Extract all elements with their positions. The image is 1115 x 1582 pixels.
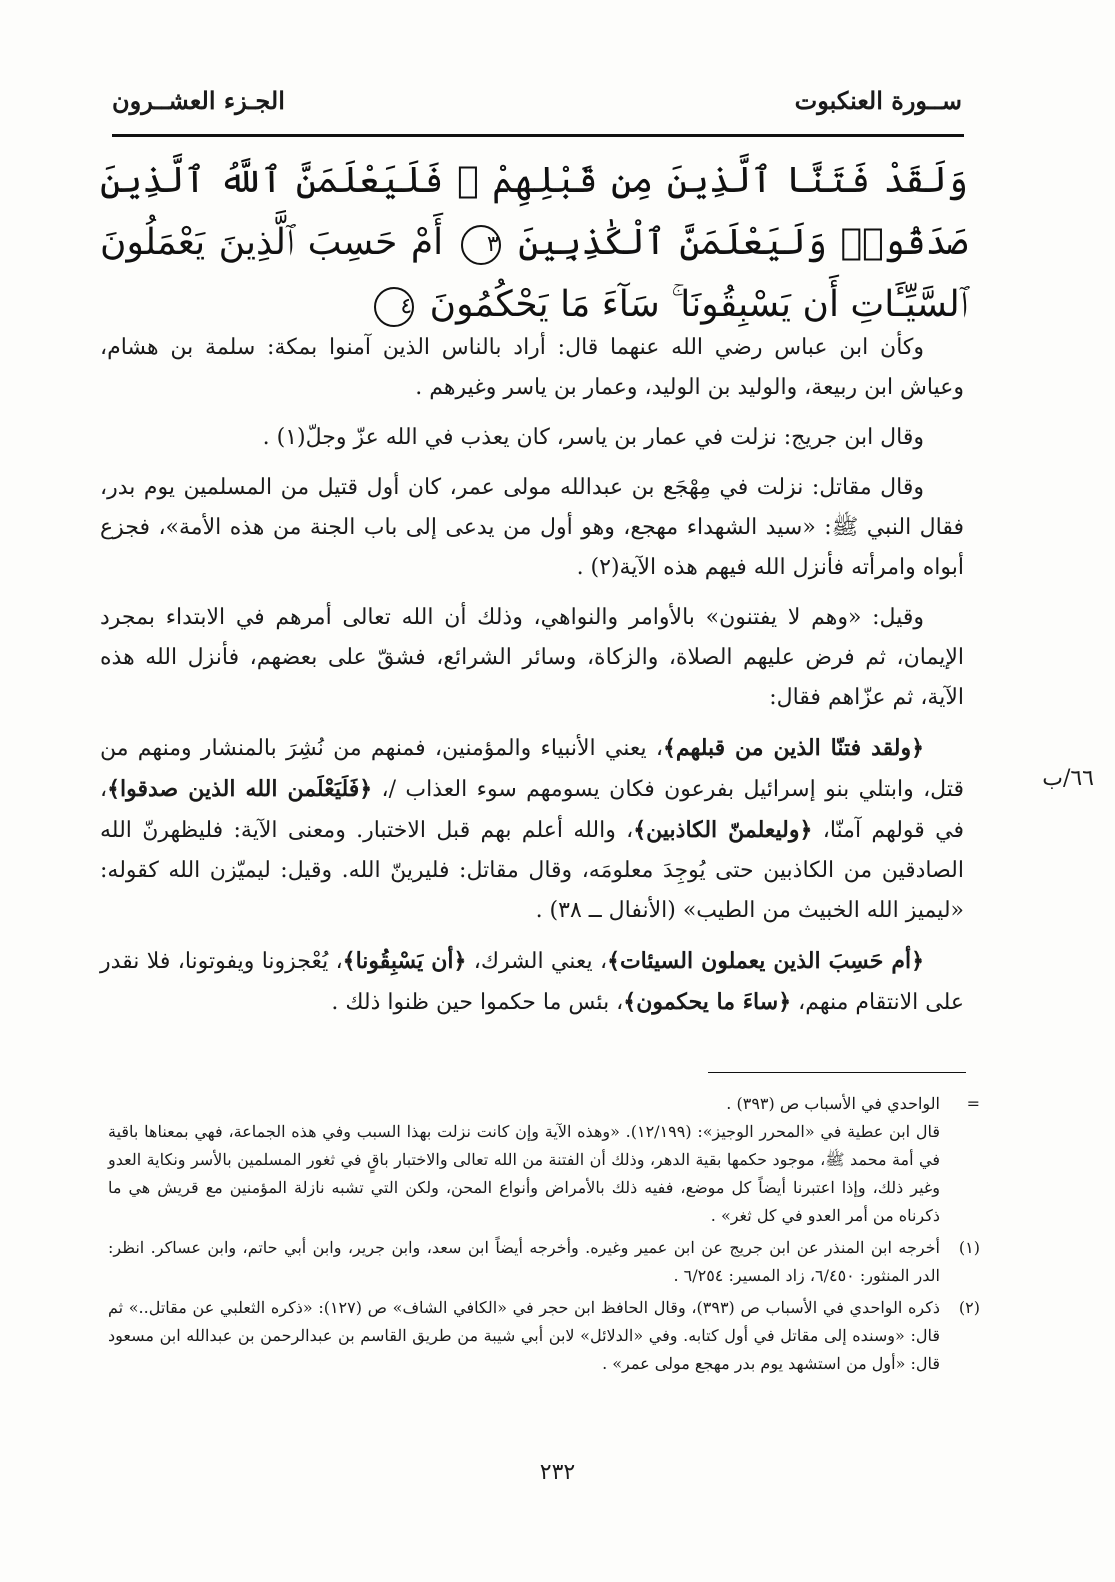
footnote-mark: (١) bbox=[958, 1238, 980, 1257]
quran-quote: ﴿فَلَيَعْلَمن الله الذين صدقوا﴾ bbox=[107, 776, 373, 802]
commentary: ، يُعْجزونا ويفوتونا، فلا نقدر على الانتقام منهم، bbox=[100, 949, 964, 1015]
ayah-number-marker: ٣ bbox=[461, 225, 501, 265]
footnote-line: الواحدي في الأسباب ص (٣٩٣) . bbox=[726, 1094, 940, 1113]
footnote-mark: (٢) bbox=[958, 1298, 980, 1317]
commentary: ، يعني الأنبياء والمؤمنين، فمنهم من نُشِرَ بالمنشار ومنهم من قتل، وابتلي بنو إسرائيل بفرعون فكان يسومهم سوء العذاب /، bbox=[100, 736, 964, 802]
header-rule bbox=[112, 134, 964, 137]
quran-quote: ﴿ساءَ ما يحكمون﴾ bbox=[623, 989, 792, 1015]
running-header bbox=[112, 86, 962, 126]
footnote-text: ذكره الواحدي في الأسباب ص (٣٩٣)، وقال الحافظ ابن حجر في «الكافي الشاف» ص (١٢٧): «ذكره الثعلبي عن مقاتل..» ثم قال: «وسنده إلى مقاتل في أول كتابه. وفي «الدلائل» لابن أبي شيبة من طريق القاسم بن عبدالرحمن بن عبدالله ابن مسعود قال: «أول من استشهد يوم بدر مهجع مولى عمر» . bbox=[108, 1298, 940, 1373]
paragraph bbox=[100, 728, 964, 931]
tafsir-body bbox=[100, 328, 964, 1033]
quran-quote: ﴿ولقد فتنّا الذين من قبلهم﴾ bbox=[663, 735, 925, 761]
commentary: ، بئس ما حكموا حين ظنوا ذلك . bbox=[331, 990, 624, 1015]
footnotes bbox=[100, 1090, 980, 1382]
juz-title: الجـزء العشــرون bbox=[112, 86, 285, 115]
quran-verses bbox=[100, 150, 968, 336]
footnote-text bbox=[100, 1090, 940, 1230]
footnote-1 bbox=[100, 1234, 980, 1290]
footnote-continuation bbox=[100, 1090, 980, 1230]
quran-quote: ﴿أم حَسِبَ الذين يعملون السيئات﴾ bbox=[607, 948, 925, 974]
paragraph: وقيل: «وهم لا يفتنون» بالأوامر والنواهي، وذلك أن الله تعالى أمرهم في الابتداء بمجرد الإيمان، ثم فرض عليهم الصلاة، والزكاة، وسائر الشرائع، فشقّ على بعضهم، فأنزل الله هذه الآية، ثم عزّاهم فقال: bbox=[100, 605, 964, 710]
footnote-2 bbox=[100, 1294, 980, 1378]
paragraph: وقال مقاتل: نزلت في مِهْجَع بن عبدالله مولى عمر، كان أول قتيل من المسلمين يوم بدر، فقال النبي ﷺ: «سيد الشهداء مهجع، وهو أول من يدعى إلى باب الجنة من هذه الأمة»، فجزع أبواه وامرأته فأنزل الله فيهم هذه الآية(٢) . bbox=[100, 475, 964, 580]
ayah-number-marker: ٤ bbox=[374, 287, 414, 327]
paragraph: وقال ابن جريج: نزلت في عمار بن ياسر، كان يعذب في الله عزّ وجلّ(١) . bbox=[262, 425, 924, 450]
footnote-rule bbox=[708, 1072, 966, 1073]
commentary: ، في قولهم آمنّا، bbox=[100, 777, 964, 843]
verse-3-text: وَلَقَدْ فَتَنَّا ٱلَّذِينَ مِن قَبْلِهِمْ ۖ فَلَيَعْلَمَنَّ ٱللَّهُ ٱلَّذِينَ صَدَقُوا۟ وَلَيَعْلَمَنَّ ٱلْكَٰذِبِينَ bbox=[100, 160, 968, 263]
footnote-mark: = bbox=[966, 1094, 980, 1113]
commentary: ، يعني الشرك، bbox=[466, 949, 608, 974]
paragraph: وكأن ابن عباس رضي الله عنهما قال: أراد بالناس الذين آمنوا بمكة: سلمة بن هشام، وعياش ابن ربيعة، والوليد بن الوليد، وعمار بن ياسر وغيرهم . bbox=[100, 335, 964, 400]
verse-4-text: حَسِبَ ٱلَّذِينَ يَعْمَلُونَ ٱلسَّيِّـَٔاتِ أَن يَسْبِقُونَا ۚ سَآءَ مَا يَحْكُمُونَ bbox=[100, 222, 968, 325]
paragraph bbox=[100, 941, 964, 1023]
footnote-text: أخرجه ابن المنذر عن ابن جريج عن ابن عمير وغيره. وأخرجه أيضاً ابن سعد، وابن جرير، وابن أبي حاتم، وابن عساكر. انظر: الدر المنثور: ٦/٤٥٠، زاد المسير: ٦/٢٥٤ . bbox=[108, 1238, 940, 1285]
verse-4-start: أَمْ bbox=[410, 222, 444, 263]
commentary: ، والله أعلم بهم قبل الاختبار. ومعنى الآية: فليظهرنّ الله الصادقين من الكاذبين حتى يُوجِدَ معلومَه، وقال مقاتل: فليرينّ الله. وقيل: ليميّزن الله كقوله: «ليميز الله الخبيث من الطيب» (الأنفال ــ ٣٨) . bbox=[100, 818, 964, 923]
quran-quote: ﴿وليعلمنّ الكاذبين﴾ bbox=[633, 817, 813, 843]
quran-quote: ﴿أن يَسْبِقُونا﴾ bbox=[342, 948, 467, 974]
page-number: ٢٣٢ bbox=[539, 1460, 576, 1485]
manuscript-folio-note: ٦٦/ب bbox=[1042, 766, 1094, 791]
surah-title: ســورة العنكبوت bbox=[794, 86, 962, 115]
footnote-line: قال ابن عطية في «المحرر الوجيز»: (١٢/١٩٩). «وهذه الآية وإن كانت نزلت بهذا السبب وفي هذه الجماعة، فهي بمعناها باقية في أمة محمد ﷺ، موجود حكمها بقية الدهر، وذلك أن الفتنة من الله تعالى والاختبار باقٍ في ثغور المسلمين بالأسر ونكاية العدو وغير ذلك، وإذا اعتبرنا أيضاً كل موضع، ففيه ذلك بالأمراض وأنواع المحن، ولكن التي تشبه نازلة المؤمنين مع قريش هي ما ذكرناه من أمر العدو في كل ثغر» . bbox=[108, 1122, 940, 1225]
